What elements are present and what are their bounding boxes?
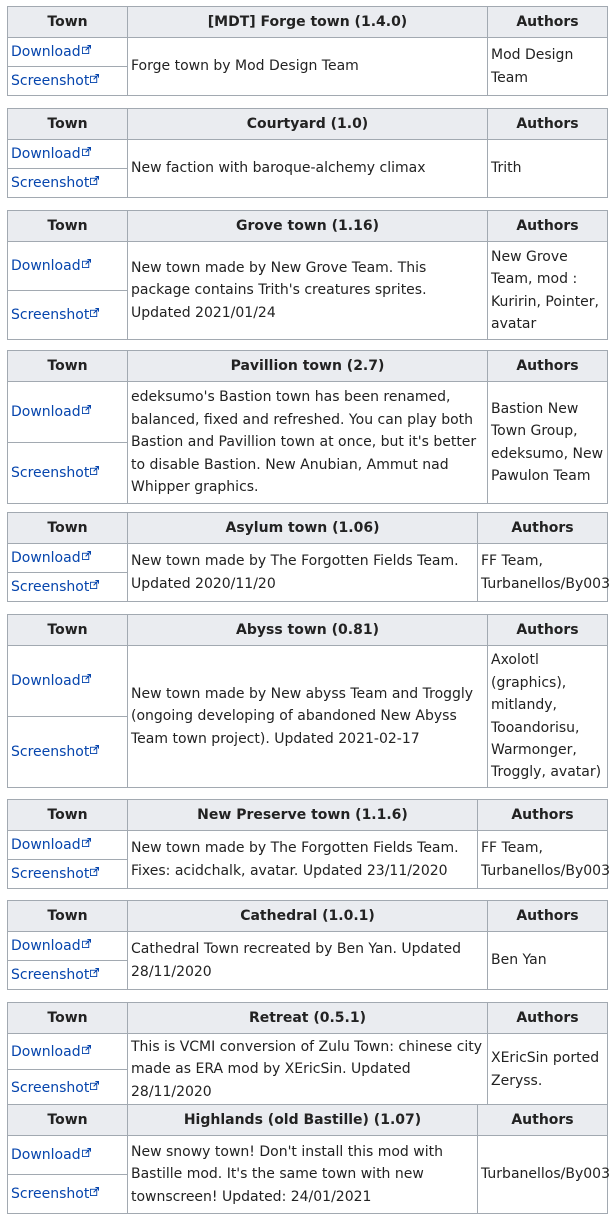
column-header-authors: Authors	[488, 211, 608, 242]
screenshot-link-label: Screenshot	[11, 175, 90, 191]
town-description: New town made by New abyss Team and Troggly (ongoing developing of abandoned New Abyss Team town project). Updated 2021-02-17	[128, 646, 488, 788]
external-link-icon	[82, 405, 91, 414]
table-row	[8, 831, 608, 860]
screenshot-cell	[8, 961, 128, 990]
column-header-town: Town	[8, 1003, 128, 1034]
external-link-icon	[90, 466, 99, 475]
column-header-town: Town	[8, 109, 128, 140]
table-header-row	[8, 7, 608, 38]
table-header-row	[8, 109, 608, 140]
town-authors: Bastion New Town Group, edeksumo, New Pawulon Team	[488, 382, 608, 504]
external-link-icon	[90, 867, 99, 876]
town-title: Abyss town (0.81)	[128, 615, 488, 646]
town-description: New faction with baroque-alchemy climax	[128, 140, 488, 198]
town-authors: Trith	[488, 140, 608, 198]
screenshot-link-label: Screenshot	[11, 465, 90, 481]
external-link-icon	[82, 551, 91, 560]
download-cell	[8, 140, 128, 169]
screenshot-cell	[8, 67, 128, 96]
town-authors: New Grove Team, mod : Kuririn, Pointer, avatar	[488, 242, 608, 340]
download-link-label: Download	[11, 550, 81, 566]
column-header-authors: Authors	[478, 800, 608, 831]
screenshot-link-label: Screenshot	[11, 866, 90, 882]
screenshot-link-label: Screenshot	[11, 1079, 90, 1096]
column-header-town: Town	[8, 211, 128, 242]
screenshot-link[interactable]	[11, 307, 99, 323]
screenshot-cell	[8, 717, 128, 788]
download-link[interactable]	[11, 550, 91, 566]
download-link[interactable]	[11, 404, 91, 420]
town-table	[7, 799, 608, 889]
screenshot-link[interactable]	[11, 967, 99, 983]
download-link-label: Download	[11, 258, 81, 274]
external-link-icon	[90, 176, 99, 185]
screenshot-cell	[8, 291, 128, 340]
column-header-authors: Authors	[478, 1105, 608, 1136]
download-link-label: Download	[11, 1043, 81, 1060]
screenshot-link[interactable]	[11, 866, 99, 882]
table-header-row	[8, 211, 608, 242]
external-link-icon	[90, 745, 99, 754]
screenshot-cell	[8, 169, 128, 198]
screenshot-cell	[8, 1070, 128, 1106]
town-title: Pavillion town (2.7)	[128, 351, 488, 382]
column-header-town: Town	[8, 901, 128, 932]
column-header-town: Town	[8, 513, 128, 544]
screenshot-link[interactable]	[11, 1080, 99, 1096]
town-title: Asylum town (1.06)	[128, 513, 478, 544]
column-header-town: Town	[8, 800, 128, 831]
column-header-authors: Authors	[488, 901, 608, 932]
external-link-icon	[90, 1187, 99, 1196]
town-description: New snowy town! Don't install this mod with Bastille mod. It's the same town with new townscreen! Updated: 24/01/2021	[128, 1136, 478, 1214]
town-title: Retreat (0.5.1)	[128, 1003, 488, 1034]
column-header-town: Town	[8, 351, 128, 382]
town-table	[7, 210, 608, 340]
town-title: Grove town (1.16)	[128, 211, 488, 242]
screenshot-link[interactable]	[11, 1186, 99, 1202]
download-link-label: Download	[11, 673, 81, 689]
table-header-row	[8, 1105, 608, 1136]
external-link-icon	[82, 147, 91, 156]
table-row	[8, 140, 608, 169]
town-table	[7, 900, 608, 990]
town-authors: Axolotl (graphics), mitlandy, Tooandorisu, Warmonger, Troggly, avatar)	[488, 646, 608, 788]
external-link-icon	[82, 1148, 91, 1157]
column-header-authors: Authors	[488, 1003, 608, 1034]
town-description: Cathedral Town recreated by Ben Yan. Updated 28/11/2020	[128, 932, 488, 990]
column-header-town: Town	[8, 615, 128, 646]
table-row	[8, 1034, 608, 1070]
column-header-authors: Authors	[478, 513, 608, 544]
download-link[interactable]	[11, 258, 91, 274]
download-link[interactable]	[11, 837, 91, 853]
town-authors: FF Team, Turbanellos/By003	[478, 831, 608, 889]
download-link-label: Download	[11, 44, 81, 60]
download-link[interactable]	[11, 673, 91, 689]
column-header-authors: Authors	[488, 615, 608, 646]
external-link-icon	[82, 939, 91, 948]
download-link[interactable]	[11, 44, 91, 60]
town-authors: Turbanellos/By003	[478, 1136, 608, 1214]
external-link-icon	[82, 1045, 91, 1054]
screenshot-link-label: Screenshot	[11, 744, 90, 760]
download-cell	[8, 38, 128, 67]
table-row	[8, 242, 608, 291]
download-cell	[8, 646, 128, 717]
external-link-icon	[82, 259, 91, 268]
download-link-label: Download	[11, 146, 81, 162]
screenshot-link[interactable]	[11, 73, 99, 89]
screenshot-link[interactable]	[11, 744, 99, 760]
screenshot-link-label: Screenshot	[11, 579, 90, 595]
download-cell	[8, 1136, 128, 1175]
table-row	[8, 646, 608, 717]
town-description: edeksumo's Bastion town has been renamed, balanced, fixed and refreshed. You can play both Bastion and Pavillion town at once, but it's better to disable Bastion. New Anubian, Ammut nad Whipper graphics.	[128, 382, 488, 504]
external-link-icon	[90, 74, 99, 83]
download-link-label: Download	[11, 938, 81, 954]
external-link-icon	[82, 838, 91, 847]
column-header-authors: Authors	[488, 109, 608, 140]
town-description: New town made by The Forgotten Fields Team. Fixes: acidchalk, avatar. Updated 23/11/2020	[128, 831, 478, 889]
column-header-authors: Authors	[488, 7, 608, 38]
screenshot-link-label: Screenshot	[11, 73, 90, 89]
download-link[interactable]	[11, 146, 91, 162]
town-authors: Mod Design Team	[488, 38, 608, 96]
screenshot-cell	[8, 573, 128, 602]
town-table	[7, 6, 608, 96]
town-description: New town made by New Grove Team. This package contains Trith's creatures sprites. Updated 2021/01/24	[128, 242, 488, 340]
town-table	[7, 108, 608, 198]
screenshot-link[interactable]	[11, 175, 99, 191]
download-link[interactable]	[11, 938, 91, 954]
screenshot-link[interactable]	[11, 465, 99, 481]
screenshot-cell	[8, 860, 128, 889]
screenshot-link-label: Screenshot	[11, 967, 90, 983]
town-title: Courtyard (1.0)	[128, 109, 488, 140]
town-authors: Ben Yan	[488, 932, 608, 990]
town-title: Highlands (old Bastille) (1.07)	[128, 1105, 478, 1136]
town-authors: XEricSin ported Zeryss.	[488, 1034, 608, 1106]
download-cell	[8, 242, 128, 291]
table-row	[8, 544, 608, 573]
download-cell	[8, 831, 128, 860]
table-header-row	[8, 1003, 608, 1034]
download-cell	[8, 382, 128, 443]
external-link-icon	[90, 968, 99, 977]
table-row	[8, 382, 608, 443]
town-title: Cathedral (1.0.1)	[128, 901, 488, 932]
table-row	[8, 932, 608, 961]
town-description: Forge town by Mod Design Team	[128, 38, 488, 96]
table-header-row	[8, 513, 608, 544]
external-link-icon	[90, 308, 99, 317]
table-header-row	[8, 615, 608, 646]
download-cell	[8, 932, 128, 961]
download-cell	[8, 1034, 128, 1070]
column-header-authors: Authors	[488, 351, 608, 382]
town-table	[7, 350, 608, 504]
external-link-icon	[82, 674, 91, 683]
town-table	[7, 614, 608, 788]
download-link-label: Download	[11, 1147, 81, 1163]
external-link-icon	[90, 1081, 99, 1090]
screenshot-link-label: Screenshot	[11, 307, 90, 323]
download-cell	[8, 544, 128, 573]
town-title: New Preserve town (1.1.6)	[128, 800, 478, 831]
external-link-icon	[90, 580, 99, 589]
download-link-label: Download	[11, 837, 81, 853]
download-link[interactable]	[11, 1044, 91, 1060]
download-link-label: Download	[11, 404, 81, 420]
table-header-row	[8, 901, 608, 932]
table-row	[8, 1136, 608, 1175]
table-header-row	[8, 351, 608, 382]
town-table	[7, 1002, 608, 1106]
town-table	[7, 1104, 608, 1214]
town-description: New town made by The Forgotten Fields Team. Updated 2020/11/20	[128, 544, 478, 602]
town-description: This is VCMI conversion of Zulu Town: chinese city made as ERA mod by XEricSin. Updated 28/11/2020	[128, 1034, 488, 1106]
screenshot-cell	[8, 443, 128, 504]
screenshot-cell	[8, 1175, 128, 1214]
external-link-icon	[82, 45, 91, 54]
table-header-row	[8, 800, 608, 831]
column-header-town: Town	[8, 1105, 128, 1136]
table-row	[8, 38, 608, 67]
town-authors: FF Team, Turbanellos/By003	[478, 544, 608, 602]
town-title: [MDT] Forge town (1.4.0)	[128, 7, 488, 38]
town-table	[7, 512, 608, 602]
column-header-town: Town	[8, 7, 128, 38]
download-link[interactable]	[11, 1147, 91, 1163]
screenshot-link-label: Screenshot	[11, 1186, 90, 1202]
screenshot-link[interactable]	[11, 579, 99, 595]
